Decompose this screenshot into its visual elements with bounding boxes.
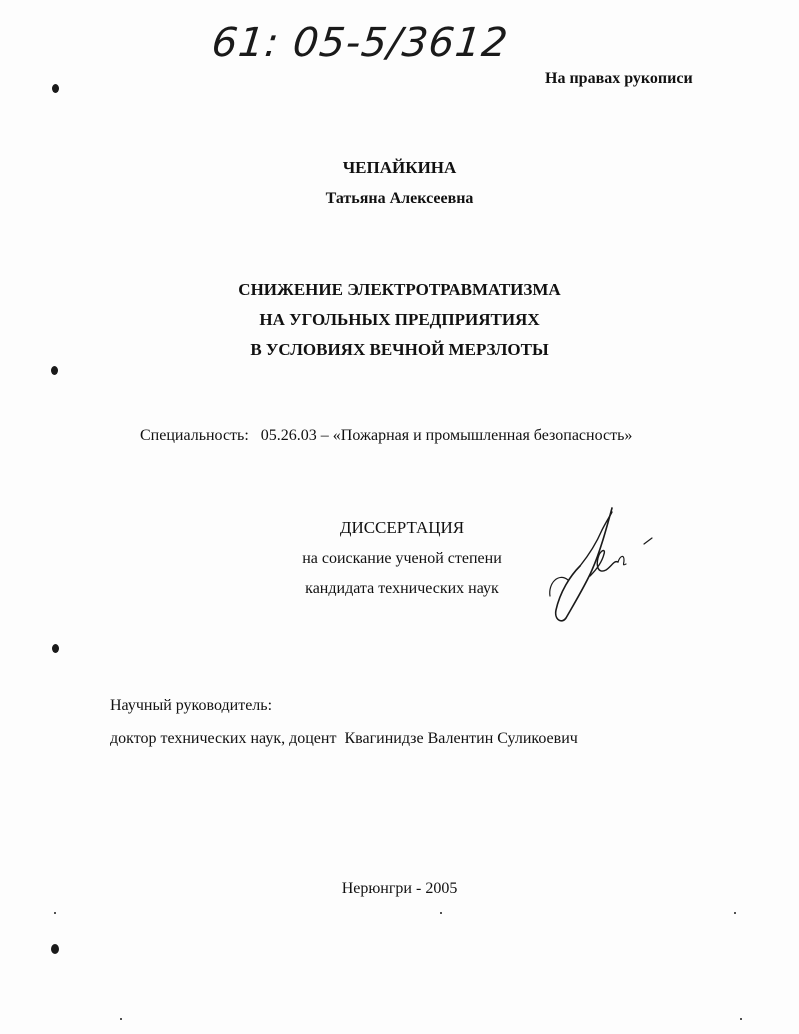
- supervisor-label: Научный руководитель:: [110, 697, 273, 714]
- title-line-1: СНИЖЕНИЕ ЭЛЕКТРОТРАВМАТИЗМА: [238, 280, 561, 299]
- supervisor-degree: доктор технических наук, доцент: [110, 730, 337, 747]
- dissertation-degree-line-1: на соискание ученой степени: [302, 550, 502, 567]
- scan-speck: [52, 644, 59, 653]
- scan-speck: [740, 1018, 742, 1020]
- supervisor-line: [110, 730, 578, 748]
- supervisor-name: Квагинидзе Валентин Суликоевич: [344, 730, 578, 747]
- scan-speck: [734, 912, 736, 914]
- rights-notice: На правах рукописи: [545, 70, 693, 87]
- scan-speck: [51, 944, 59, 954]
- scan-speck: [52, 84, 59, 93]
- author-name: Татьяна Алексеевна: [325, 190, 474, 207]
- handwritten-catalog-code: 61: 05-5/3612: [209, 20, 511, 66]
- dissertation-type: ДИССЕРТАЦИЯ: [339, 518, 465, 537]
- scan-speck: [51, 366, 58, 375]
- scan-speck: [440, 912, 442, 914]
- specialty-line: [140, 427, 632, 445]
- author-surname: ЧЕПАЙКИНА: [342, 158, 457, 177]
- scan-speck: [54, 912, 56, 914]
- scan-speck: [120, 1018, 122, 1020]
- specialty-label: Специальность:: [140, 427, 249, 444]
- signature: [540, 500, 670, 630]
- specialty-value: 05.26.03 – «Пожарная и промышленная безопасность»: [260, 427, 633, 444]
- city-year: Нерюнгри - 2005: [341, 880, 458, 897]
- title-line-2: НА УГОЛЬНЫХ ПРЕДПРИЯТИЯХ: [259, 310, 540, 329]
- title-line-3: В УСЛОВИЯХ ВЕЧНОЙ МЕРЗЛОТЫ: [250, 340, 549, 359]
- dissertation-degree-line-2: кандидата технических наук: [305, 580, 499, 597]
